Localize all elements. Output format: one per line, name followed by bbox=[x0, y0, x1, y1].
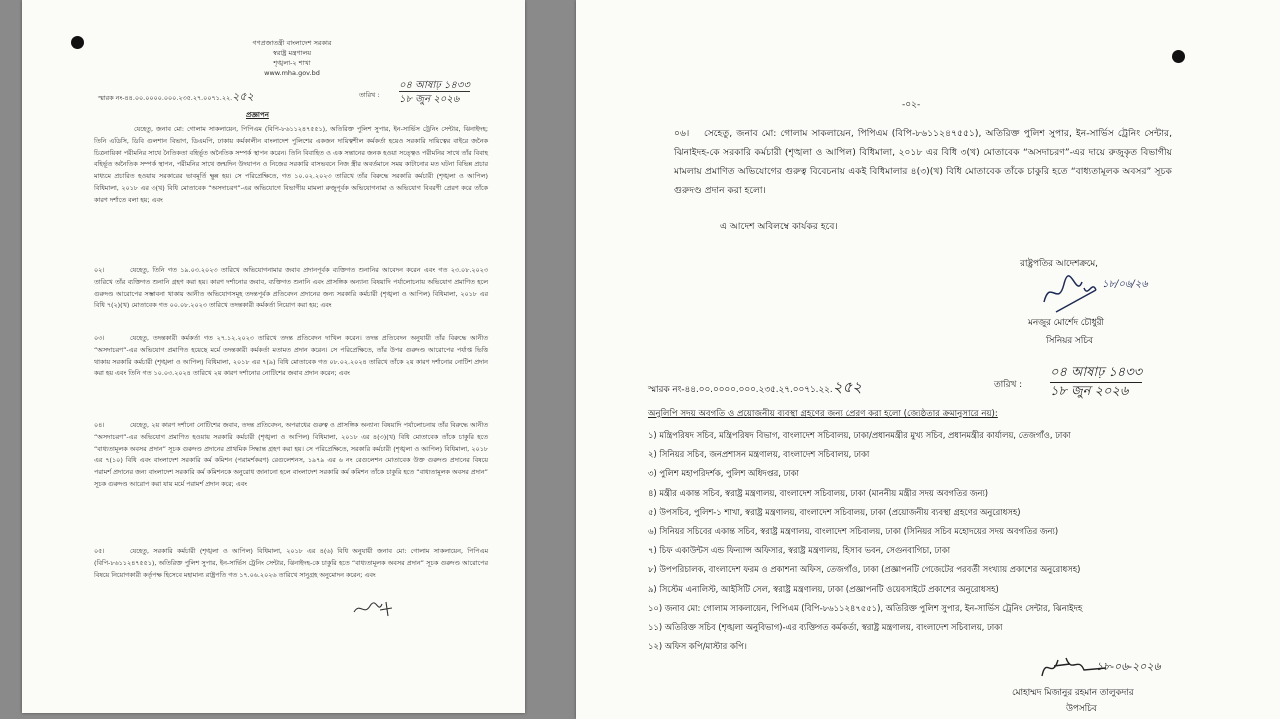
initials-scribble bbox=[352, 598, 398, 620]
signature-date-handwritten: ১৮/০৬/২৬ bbox=[1102, 279, 1148, 290]
punch-hole bbox=[71, 36, 84, 49]
cc-list bbox=[648, 426, 1082, 656]
list-item: ১০) জনাব মো: গোলাম সাকলায়েন, পিপিএম (বিপি-৮৬১১২৪৭৫৫১), অতিরিক্ত পুলিশ সুপার, ইন-সার্ভিস ট্রেনিং সেন্টার, ঝিনাইদহ bbox=[648, 602, 1083, 613]
document-page-2 bbox=[576, 0, 1280, 719]
document-title: প্রজ্ঞাপন bbox=[246, 111, 269, 119]
signatory2-title: উপসচিব bbox=[1066, 704, 1097, 714]
signatory2-name: মোহাম্মদ মিজানুর রহমান তালুকদার bbox=[1012, 688, 1134, 698]
section-name: শৃঙ্খলা-২ শাখা bbox=[273, 59, 311, 67]
govt-name: গণপ্রজাতন্ত্রী বাংলাদেশ সরকার bbox=[252, 39, 332, 47]
order-by: রাষ্ট্রপতির আদেশক্রমে, bbox=[1020, 259, 1098, 269]
signatory-name: মনজুর মোর্শেদ চৌধুরী bbox=[1028, 318, 1104, 328]
punch-hole bbox=[1172, 50, 1185, 63]
list-item: ৬) সিনিয়র সচিবের একান্ত সচিব, স্বরাষ্ট্র মন্ত্রণালয়, বাংলাদেশ সচিবালয়, ঢাকা (সিনিয়র সচিব মহোদয়ের সদয় অবগতির জন্য) bbox=[648, 526, 1059, 537]
list-item: ৩) পুলিশ মহাপরিদর্শক, পুলিশ অধিদপ্তর, ঢাকা bbox=[648, 468, 799, 479]
list-item: ২) সিনিয়র সচিব, জনপ্রশাসন মন্ত্রণালয়, বাংলাদেশ সচিবালয়, ঢাকা bbox=[648, 449, 870, 460]
ministry-name: স্বরাষ্ট্র মন্ত্রণালয় bbox=[272, 49, 312, 57]
list-item: ১১) অতিরিক্ত সচিব (শৃঙ্খলা অনুবিভাগ)-এর ব্যক্তিগত কর্মকর্তা, স্বরাষ্ট্র মন্ত্রণালয়, বাংলাদেশ সচিবালয়, ঢাকা bbox=[648, 622, 1003, 633]
memo-number: স্মারক নং-৪৪.০০.০০০০.০০০.২৩৫.২৭.০০৭১.২২.২৫২ bbox=[98, 90, 254, 103]
list-item: ৪) মন্ত্রীর একান্ত সচিব, স্বরাষ্ট্র মন্ত্রণালয়, বাংলাদেশ সচিবালয়, ঢাকা (মাননীয় মন্ত্রীর সদয় অবগতির জন্য) bbox=[648, 487, 989, 498]
memo-number-2: স্মারক নং-৪৪.০০.০০০০.০০০.২৩৫.২৭.০০৭১.২২.২৫২ bbox=[648, 378, 862, 396]
date-english: ১৮ জুন ২০২৬ bbox=[399, 94, 460, 105]
list-item: ৭) চিফ একাউন্টস এন্ড ফিন্যান্স অফিসার, স্বরাষ্ট্র মন্ত্রণালয়, হিসাব ভবন, সেগুনবাগিচা, ঢাকা bbox=[648, 545, 950, 556]
document-page-1 bbox=[22, 0, 525, 713]
date-bengali-2: ০৪ আষাঢ় ১৪৩৩ bbox=[1050, 364, 1142, 383]
letterhead bbox=[182, 38, 402, 78]
effect-statement: এ আদেশ অবিলম্বে কার্যকর হবে। bbox=[720, 221, 838, 232]
list-item: ৫) উপসচিব, পুলিশ-১ শাখা, স্বরাষ্ট্র মন্ত্রণালয়, বাংলাদেশ সচিবালয়, ঢাকা (প্রয়োজনীয় ব্যবস্থা গ্রহণের অনুরোধসহ) bbox=[648, 506, 1021, 517]
website: www.mha.gov.bd bbox=[264, 69, 320, 77]
cc-heading: অনুলিপি সদয় অবগতি ও প্রয়োজনীয় ব্যবস্থা গ্রহণের জন্য প্রেরণ করা হলো (জ্যেষ্ঠতার ক্রমানুসারে নয়): bbox=[648, 409, 998, 419]
paragraph-3: ০৩। যেহেতু, তদন্তকারী কর্মকর্তা গত ২৭.১২.২০২৩ তারিখে তদন্ত প্রতিবেদন দাখিল করেন। তদন্ত প্রতিবেদন অনুযায়ী তাঁর বিরুদ্ধে আনীত “অসদাচরণ”-এর অভিযোগ প্রমাণিত হয়েছে মর্মে তদন্তকারী কর্মকর্তা মতামত প্রদান করেন। সে পরিপ্রেক্ষিতে, তাঁর উপর গুরুদণ্ড আরোপের পর্যাপ্ত ভিত্তি থাকায় সরকারি কর্মচারী (শৃঙ্খলা ও আপিল) বিধিমালা, ২০১৮ এর ৭(৯) বিধি মোতাবেক গত ০৮.০২.২০২৪ তারিখে তাঁকে ২য় কারণ দর্শানোর নোটিশ প্রদান করা হয় এবং তিনি গত ১০.০৩.২০২৪ তারিখে ২য় কারণ দর্শানোর নোটিশের জবাব প্রদান করেন; এবং bbox=[94, 334, 488, 378]
date-english-2: ১৮ জুন ২০২৬ bbox=[1050, 384, 1129, 399]
list-item: ১২) অফিস কপি/মাস্টার কপি। bbox=[648, 641, 747, 652]
list-item: ৮) উপপরিচালক, বাংলাদেশ ফরম ও প্রকাশনা অফিস, তেজগাঁও, ঢাকা (প্রজ্ঞাপনটি গেজেটের পরবর্তী সংখ্যায় প্রকাশের অনুরোধসহ) bbox=[648, 564, 1081, 575]
memo-suffix-handwritten-2: ২৫২ bbox=[832, 378, 862, 396]
signatory-title: সিনিয়র সচিব bbox=[1046, 336, 1093, 346]
memo-suffix-handwritten: ২৫২ bbox=[232, 90, 254, 103]
list-item: ১) মন্ত্রিপরিষদ সচিব, মন্ত্রিপরিষদ বিভাগ, বাংলাদেশ সচিবালয়, ঢাকা/প্রধানমন্ত্রীর মুখ্য সচিব, প্রধানমন্ত্রীর কার্যালয়, তেজগাঁও, ঢাকা bbox=[648, 430, 1071, 440]
list-item: ৯) সিস্টেম এনালিস্ট, আইসিটি সেল, স্বরাষ্ট্র মন্ত্রণালয়, ঢাকা (প্রজ্ঞাপনটি ওয়েবসাইটে প্রকাশের অনুরোধসহ) bbox=[648, 583, 999, 594]
page-number: -০২- bbox=[902, 100, 921, 110]
paragraph-4: ০৪। যেহেতু, ২য় কারণ দর্শানো নোটিশের জবাব, তদন্ত প্রতিবেদন, অপরাধের গুরুত্ব ও প্রাসঙ্গিক অন্যান্য বিষয়াদি পর্যালোচনায় তাঁর বিরুদ্ধে আনীত “অসদাচরণ”-এর অভিযোগ প্রমাণিত হওয়ায় সরকারি কর্মচারী (শৃঙ্খলা ও আপিল) বিধিমালা, ২০১৮ এর ৪(৩)(খ) বিধি মোতাবেক তাঁকে চাকুরি হতে “বাধ্যতামূলক অবসর প্রদান” সূচক গুরুদণ্ড প্রদানের প্রাথমিক সিদ্ধান্ত গ্রহণ করা হয়। সে পরিপ্রেক্ষিতে, সরকারি কর্মচারী (শৃঙ্খলা ও আপিল) বিধিমালা, ২০১৮ এর ৭(১০) বিধি এবং বাংলাদেশ সরকারি কর্ম কমিশন (পরামর্শকরণ) রেগুলেশনস, ১৯৭৯ এর ৬ নং রেগুলেশন মোতাবেক উক্ত গুরুদণ্ড প্রদানের বিষয়ে পরামর্শ প্রদানের জন্য বাংলাদেশ সরকারি কর্ম কমিশনকে অনুরোধ জানানো হলে বাংলাদেশ সরকারি কর্ম কমিশন তাঁকে চাকুরি হতে “বাধ্যতামূলক অবসর প্রদান” সূচক গুরুদণ্ড আরোপ করা যায় মর্মে পরামর্শ প্রদান করে; এবং bbox=[94, 421, 488, 488]
intro-paragraph: যেহেতু, জনাব মো: গোলাম সাকলায়েন, পিপিএম (বিপি-৮৬১১২৪৭৫৫১), অতিরিক্ত পুলিশ সুপার, ইন-সার্ভিস ট্রেনিং সেন্টার, ঝিনাইদহ; তিনি এডিসি, ডিবি গুলশান বিভাগ, ডিএমপি, ঢাকায় কর্মকালীন বাংলাদেশ পুলিশের একজন দায়িত্বশীল কর্মকর্তা হয়েও সরকারি দায়িত্বের বাইরে জনৈক চিত্রনায়িকা পরীমনির সাথে নৈতিকতা বহির্ভূত অনৈতিক সম্পর্ক স্থাপন করেন। তিনি বিবাহিত ও এক সন্তানের জনক হওয়া সত্ত্বেও পরীমনির সাথে তাঁর বিবাহ বহির্ভূত অনৈতিক সম্পর্ক স্থাপন, পরীমনির সাথে জন্মদিন উদযাপন ও নিজের সরকারি বাসভবনে নিজ স্ত্রীর অবর্তমানে সময় কাটানোর মত ঘটনা বিভিন্ন প্রচার মাধ্যমে প্রচারিত হওয়ায় সরকারের ভাবমূর্তি ক্ষুন্ন হয়। সে পরিপ্রেক্ষিতে, গত ১০.০২.২০২৩ তারিখে তাঁর বিরুদ্ধে সরকারি কর্মচারী (শৃঙ্খলা ও আপিল) বিধিমালা, ২০১৮ এর ৩(খ) বিধি মোতাবেক “অসদাচরণ”-এর অভিযোগে বিভাগীয় মামলা রুজুপূর্বক অভিযোগনামা ও অভিযোগ বিবরণী প্রেরণ করে তাঁকে কারণ দর্শাতে বলা হয়; এবং bbox=[94, 125, 488, 204]
paragraph-2: ০২। যেহেতু, তিনি গত ১৯.০৩.২০২৩ তারিখে অভিযোগনামার জবাব প্রদানপূর্বক ব্যক্তিগত শুনানির আবেদন করেন এবং গত ২৩.০৮.২০২৩ তারিখে তাঁর ব্যক্তিগত শুনানি গ্রহণ করা হয়। কারণ দর্শানোর জবাব, ব্যক্তিগত শুনানি এবং প্রাসঙ্গিক অন্যান্য বিষয়াদি পর্যালোচনায় অভিযোগ প্রমাণিত হলে গুরুদণ্ড আরোপের সম্ভাবনা থাকায় আনীত অভিযোগসমূহ তদন্তপূর্বক প্রতিবেদন প্রদানের জন্য সরকারি কর্মচারী (শৃঙ্খলা ও আপিল) বিধিমালা, ২০১৮ এর বিধি ৭(২)(খ) মোতাবেক গত ০০.০৮.২০২৩ তারিখে তদন্তকারী কর্মকর্তা নিয়োগ করা হয়; এবং bbox=[94, 266, 488, 310]
signature-date-handwritten-2: ১৮-০৬-২০২৬ bbox=[1096, 660, 1161, 673]
date-label-2: তারিখ : bbox=[994, 380, 1023, 390]
date-bengali: ০৪ আষাঢ় ১৪৩৩ bbox=[399, 80, 470, 91]
paragraph-5: ০৫। যেহেতু, সরকারি কর্মচারী (শৃঙ্খলা ও আপিল) বিধিমালা, ২০১৮ এর ৪(৬) বিধি অনুযায়ী জনাব মো: গোলাম সাকলায়েন, পিপিএম (বিপি-৮৬১১২৪৭৫৫১), অতিরিক্ত পুলিশ সুপার, ইন-সার্ভিস ট্রেনিং সেন্টার, ঝিনাইদহ-কে চাকুরি হতে “বাধ্যতামূলক অবসর প্রদান” সূচক গুরুদণ্ড আরোপের বিষয়ে নিয়োগকারী কর্তৃপক্ষ হিসেবে মহামান্য রাষ্ট্রপতি গত ১৭.০৬.২০২৬ তারিখে সানুগ্রহ অনুমোদন করেন; এবং bbox=[94, 547, 488, 579]
paragraph-6: ০৬। সেহেতু, জনাব মো: গোলাম সাকলায়েন, পিপিএম (বিপি-৮৬১১২৪৭৫৫১), অতিরিক্ত পুলিশ সুপার, ইন-সার্ভিস ট্রেনিং সেন্টার, ঝিনাইদহ-কে সরকারি কর্মচারী (শৃঙ্খলা ও আপিল) বিধিমালা, ২০১৮ এর বিধি ৩(খ) মোতাবেক “অসদাচরণ”-এর দায়ে রুজুকৃত বিভাগীয় মামলায় প্রমাণিত অভিযোগের গুরুত্ব বিবেচনায় একই বিধিমালার ৪(৩)(খ) বিধি মোতাবেক তাঁকে চাকুরি হতে “বাধ্যতামূলক অবসর” সূচক গুরুদণ্ড প্রদান করা হলো। bbox=[674, 128, 1172, 196]
date-label: তারিখ : bbox=[359, 91, 380, 99]
